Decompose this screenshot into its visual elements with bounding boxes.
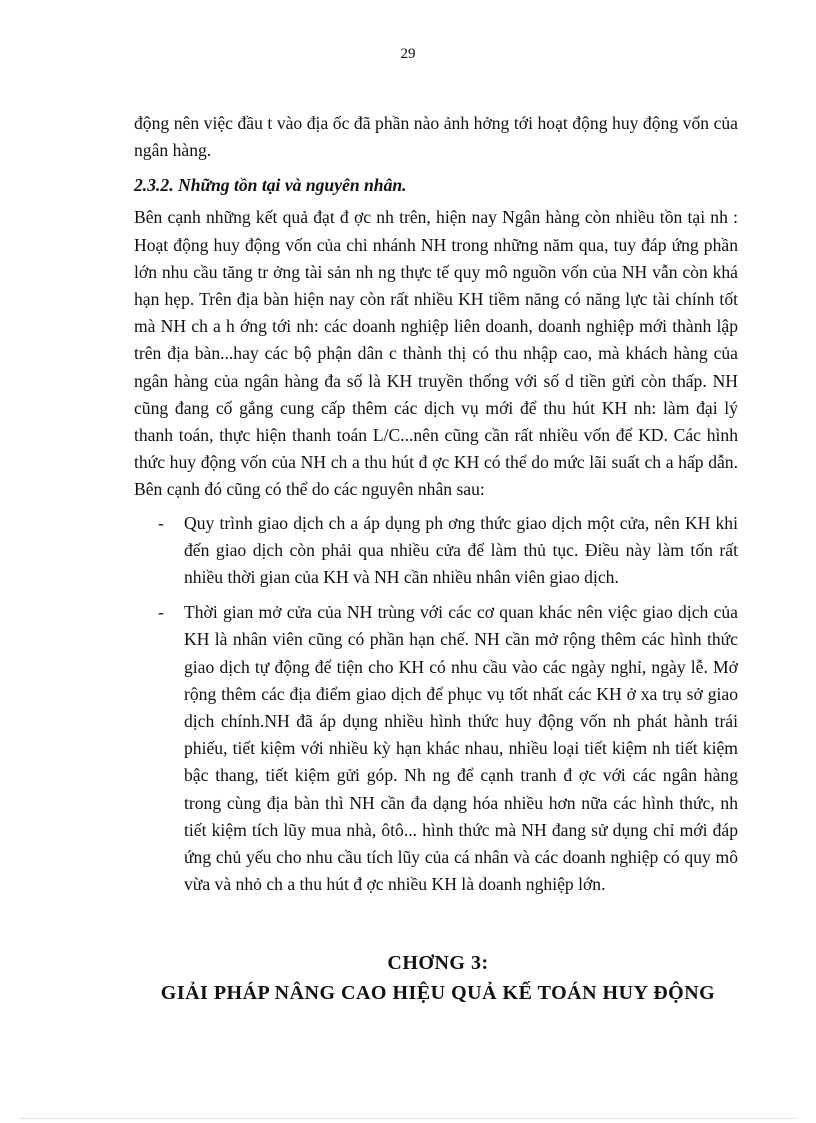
list-item (134, 599, 738, 898)
list-item-text: Thời gian mở cửa của NH trùng với các cơ quan khác nên việc giao dịch của KH là nhân viên cũng có phần hạn chế. NH cần mở rộng thêm các hình thức giao dịch tự động để tiện cho KH có nhu cầu vào các ngày nghỉ, ngày lễ. Mở rộng thêm các địa điểm giao dịch để phục vụ tốt nhất các KH ở xa trụ sở giao dịch chính.NH đã áp dụng nhiều hình thức huy động vốn nh phát hành trái phiếu, tiết kiệm với nhiều kỳ hạn khác nhau, nhiều loại tiết kiệm nh tiết kiệm bậc thang, tiết kiệm gửi góp. Nh ng để cạnh tranh đ ợc với các ngân hàng trong cùng địa bàn thì NH cần đa dạng hóa nhiều hơn nữa các hình thức, nh tiết kiệm tích lũy mua nhà, ôtô... hình thức mà NH đang sử dụng chỉ mới đáp ứng chủ yếu cho nhu cầu tích lũy của cá nhân và các doanh nghiệp có quy mô vừa và nhỏ ch a thu hút đ ợc nhiều KH là doanh nghiệp lớn. (184, 602, 738, 895)
page-number: 29 (400, 46, 416, 62)
bullet-dash: - (158, 602, 164, 623)
chapter-label: CHƠNG 3: (387, 952, 489, 974)
list-item (134, 510, 738, 592)
page-content (134, 110, 738, 906)
list-item-text: Quy trình giao dịch ch a áp dụng ph ơng thức giao dịch một cửa, nên KH khi đến giao dịch còn phải qua nhiều cửa để làm thủ tục. Điều này làm tốn rất nhiều thời gian của KH và NH cần nhiều nhân viên giao dịch. (184, 512, 738, 588)
intro-paragraph: động nên việc đầu t vào địa ốc đã phần nào ảnh hởng tới hoạt động huy động vốn của ngân hàng. (134, 113, 738, 161)
bottom-divider (20, 1118, 796, 1119)
section-heading: 2.3.2. Những tồn tại và nguyên nhân. (134, 175, 407, 196)
chapter-title: GIẢI PHÁP NÂNG CAO HIỆU QUẢ KẾ TOÁN HUY ĐỘNG (160, 982, 716, 1004)
bullet-dash: - (158, 512, 164, 533)
cause-list (134, 510, 738, 899)
body-paragraph: Bên cạnh những kết quả đạt đ ợc nh trên, hiện nay Ngân hàng còn nhiều tồn tại nh : Hoạt động huy động vốn của chi nhánh NH trong những năm qua, tuy đáp ứng phần lớn nhu cầu tăng tr ởng tài sản nh ng thực tế quy mô nguồn vốn của NH vẫn còn khá hạn hẹp. Trên địa bàn hiện nay còn rất nhiều KH tiềm năng có năng lực tài chính tốt mà NH ch a h ớng tới nh: các doanh nghiệp liên doanh, doanh nghiệp mới thành lập trên địa bàn...hay các bộ phận dân c thành thị có thu nhập cao, mà khách hàng của ngân hàng của ngân hàng đa số là KH truyền thống với số d tiền gửi còn thấp. NH cũng đang cố gắng cung cấp thêm các dịch vụ mới để thu hút KH nh: làm đại lý thanh toán, thực hiện thanh toán L/C...nên cũng cần rất nhiều vốn để KD. Các hình thức huy động vốn của NH ch a thu hút đ ợc KH có thể do mức lãi suất ch a hấp dẫn. Bên cạnh đó cũng có thể do các nguyên nhân sau: (134, 207, 738, 500)
